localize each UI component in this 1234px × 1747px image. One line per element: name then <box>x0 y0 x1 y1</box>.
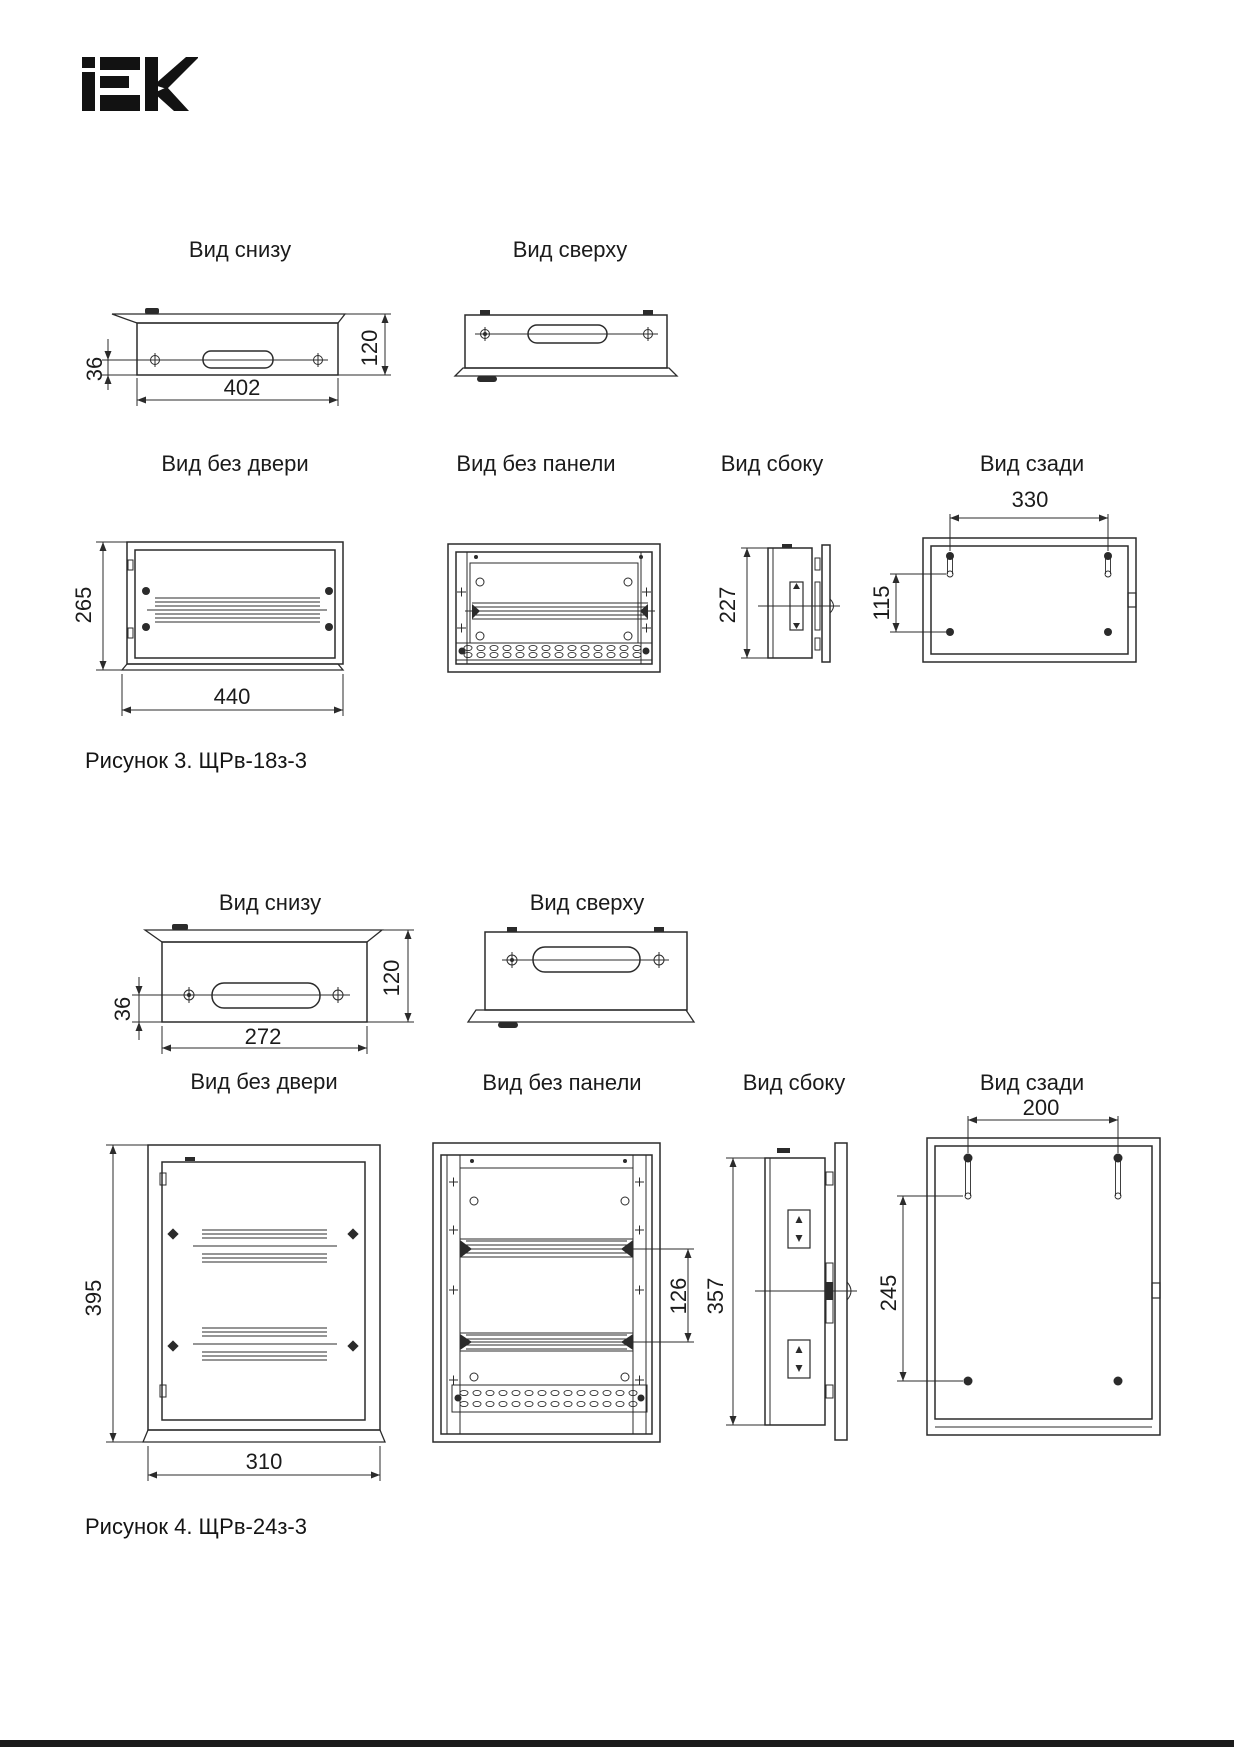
fig3-title-rear-view: Вид сзади <box>979 451 1085 476</box>
fig4-title-no-door-view: Вид без двери <box>190 1069 338 1094</box>
fig4-top-view <box>455 920 705 1030</box>
fig3-caption: Рисунок 3. ЩРв-18з-3 <box>85 748 307 773</box>
fig4-no-panel-view <box>420 1130 710 1490</box>
fig4-no-door-view <box>75 1130 395 1490</box>
fig3-title-bottom-view: Вид снизу <box>188 237 292 262</box>
fig4-dim-bottom-offset: 36 <box>110 996 135 1022</box>
fig4-top-view-drawing <box>455 920 705 1030</box>
fig3-dim-side-height: 227 <box>715 586 740 624</box>
fig3-top-view <box>450 270 690 385</box>
fig4-side-view <box>700 1130 860 1450</box>
fig4-dim-body-height: 395 <box>81 1279 106 1317</box>
fig4-title-rear-view: Вид сзади <box>979 1070 1085 1095</box>
fig3-dim-rear-hole-offset: 115 <box>869 585 894 621</box>
fig4-dim-side-height: 357 <box>703 1277 728 1315</box>
fig4-dim-bottom-depth: 120 <box>379 959 404 997</box>
fig4-dim-rear-hole-offset: 245 <box>876 1274 901 1312</box>
fig4-title-bottom-view: Вид снизу <box>218 890 322 915</box>
fig3-no-panel-view-drawing <box>420 530 680 720</box>
fig3-dim-bottom-width: 402 <box>223 375 261 400</box>
fig3-rear-view <box>869 487 1160 675</box>
fig3-dim-bottom-depth: 120 <box>357 329 382 367</box>
fig3-dim-body-width: 440 <box>213 684 251 709</box>
iek-logo-icon <box>82 57 198 111</box>
page-bottom-border <box>0 1740 1234 1747</box>
fig3-no-door-view <box>71 530 365 720</box>
fig4-dim-bottom-width: 272 <box>244 1024 282 1049</box>
fig3-title-no-door-view: Вид без двери <box>161 451 309 476</box>
fig3-dim-rear-hole-span: 330 <box>1011 487 1049 512</box>
fig4-dim-rear-hole-span: 200 <box>1022 1095 1060 1120</box>
fig3-rear-view-drawing <box>870 490 1160 675</box>
fig3-dim-bottom-offset: 36 <box>82 356 107 382</box>
fig3-top-view-drawing <box>450 270 690 385</box>
fig3-side-view <box>700 530 850 680</box>
fig4-no-door-view-drawing <box>75 1130 395 1490</box>
fig4-bottom-view <box>110 920 420 1070</box>
fig4-title-no-panel-view: Вид без панели <box>482 1070 642 1095</box>
fig4-caption: Рисунок 4. ЩРв-24з-3 <box>85 1514 307 1539</box>
fig3-title-top-view: Вид сверху <box>512 237 628 262</box>
fig3-no-panel-view <box>420 530 680 720</box>
fig3-dim-body-height: 265 <box>71 586 96 624</box>
fig3-title-side-view: Вид сбоку <box>720 451 824 476</box>
fig4-title-side-view: Вид сбоку <box>742 1070 846 1095</box>
fig4-title-top-view: Вид сверху <box>529 890 645 915</box>
fig3-bottom-view <box>82 270 395 415</box>
fig4-dim-rail-spacing: 126 <box>666 1277 691 1315</box>
fig4-rear-view-drawing <box>870 1095 1190 1460</box>
iek-logo <box>82 57 198 116</box>
fig4-dim-body-width: 310 <box>245 1449 283 1474</box>
fig3-title-no-panel-view: Вид без панели <box>456 451 616 476</box>
fig4-rear-view <box>870 1095 1190 1460</box>
